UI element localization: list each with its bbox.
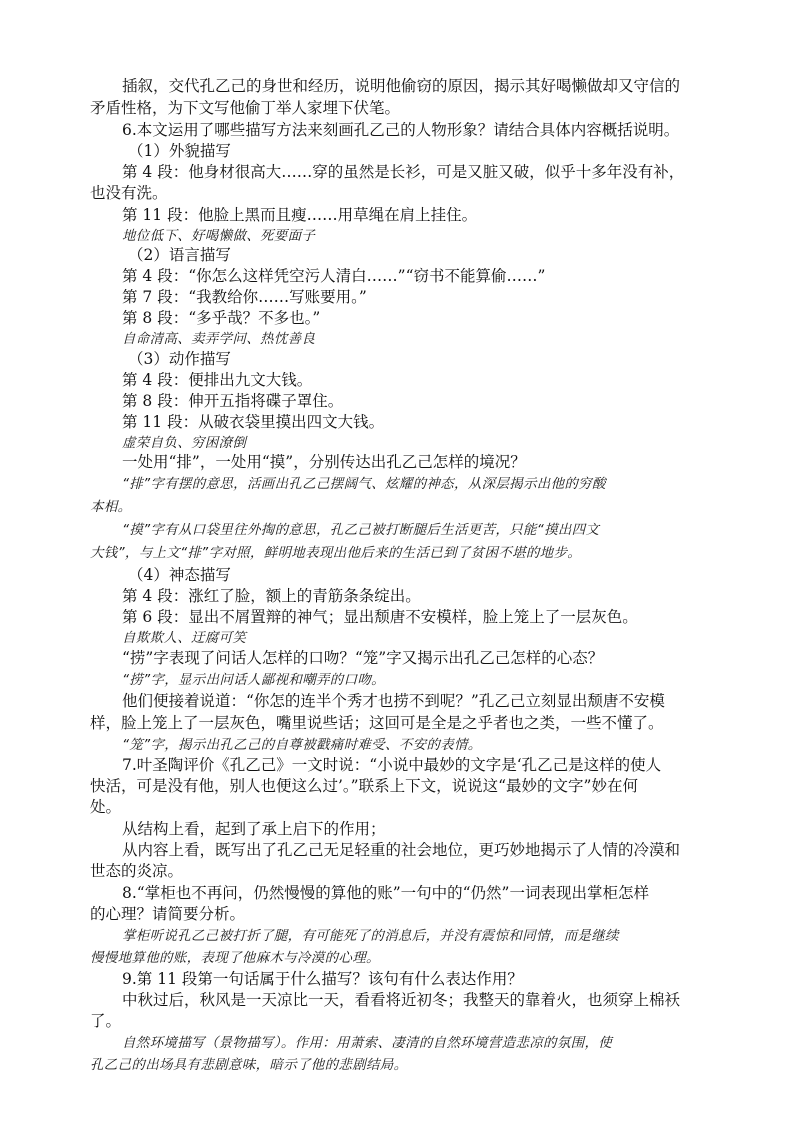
answer-annotation: 自欺欺人、迂腐可笑 (122, 630, 247, 646)
sub-question: 一处用“排”，一处用“摸”，分别传达出孔乙己怎样的境况？ (122, 453, 526, 471)
quote-line: 第 4 段：便排出九文大钱。 (122, 371, 313, 389)
analysis-text: 矛盾性格，为下文写他偷丁举人家埋下伏笔。 (90, 99, 401, 117)
question-8: 8.“掌柜也不再问，仍然慢慢的算他的账”一句中的“仍然”一词表现出掌柜怎样 (122, 884, 649, 902)
quote-line: 第 8 段：“多乎哉？不多也。” (122, 309, 321, 327)
answer-annotation: 本相。 (90, 499, 132, 515)
subheading-appearance: （1）外貌描写 (128, 142, 231, 160)
answer-annotation: “捞”字，显示出问话人鄙视和嘲弄的口吻。 (122, 672, 385, 688)
quote-line: 第 4 段：涨红了脸，额上的青筋条条绽出。 (122, 587, 421, 605)
answer-line: 世态的炎凉。 (90, 862, 184, 880)
question-8: 的心理？请简要分析。 (90, 905, 246, 923)
question-7: 快活，可是没有他，别人也便这么过’。”联系上下文，说说这“最妙的文字”妙在何 (90, 777, 638, 795)
answer-annotation: 地位低下、好喝懒做、死要面子 (122, 228, 316, 244)
subheading-language: （2）语言描写 (128, 246, 231, 264)
answer-annotation: “笼”字，揭示出孔乙己的自尊被戳痛时难受、不安的表情。 (122, 737, 482, 753)
quote-line: 他们便接着说道：“你怎的连半个秀才也捞不到呢？”孔乙己立刻显出颓唐不安模 (122, 692, 665, 710)
answer-line: 从结构上看，起到了承上启下的作用； (122, 820, 386, 838)
question-7: 7.叶圣陶评价《孔乙己》一文时说：“小说中最妙的文字是‘孔乙己是这样的使人 (122, 756, 662, 774)
question-9: 9.第 11 段第一句话属于什么描写？该句有什么表达作用？ (122, 970, 523, 988)
answer-annotation: “排”字有摆的意思，活画出孔乙己摆阔气、炫耀的神态，从深层揭示出他的穷酸 (122, 476, 606, 492)
answer-annotation: 自命清高、卖弄学问、热忱善良 (122, 331, 316, 347)
answer-annotation: 大钱”，与上文“排”字对照，鲜明地表现出他后来的生活已到了贫困不堪的地步。 (90, 545, 582, 561)
analysis-text: 插叙，交代孔乙己的身世和经历，说明他偷窃的原因，揭示其好喝懒做却又守信的 (122, 77, 681, 95)
question-6: 6.本文运用了哪些描写方法来刻画孔乙己的人物形象？请结合具体内容概括说明。 (122, 121, 680, 139)
answer-annotation: 掌柜听说孔乙己被打折了腿，有可能死了的消息后，并没有震惊和同情，而是继续 (122, 928, 619, 944)
quote-line: 第 7 段：“我教给你……写账要用。” (122, 288, 367, 306)
quote-line: 中秋过后，秋风是一天凉比一天，看看将近初冬；我整天的靠着火，也须穿上棉袄 (122, 991, 681, 1009)
quote-line: 第 4 段：“你怎么这样凭空污人清白……”“窃书不能算偷……” (122, 267, 546, 285)
quote-line: 第 8 段：伸开五指将碟子罩住。 (122, 392, 344, 410)
quote-line: 第 6 段：显出不屑置辩的神气；显出颓唐不安模样，脸上笼上了一层灰色。 (122, 608, 638, 626)
answer-annotation: 虚荣自负、穷困潦倒 (122, 435, 247, 451)
quote-line: 也没有洗。 (90, 184, 168, 202)
sub-question: “捞”字表现了问话人怎样的口吻？“笼”字又揭示出孔乙己怎样的心态？ (122, 649, 604, 667)
answer-annotation: 孔乙己的出场具有悲剧意味，暗示了他的悲剧结局。 (90, 1057, 408, 1073)
question-7: 处。 (90, 798, 122, 816)
quote-line: 样，脸上笼上了一层灰色，嘴里说些话；这回可是全是之乎者也之类，一些不懂了。 (90, 714, 664, 732)
answer-annotation: “摸”字有从口袋里往外掏的意思，孔乙己被打断腿后生活更苦，只能“摸出四文 (122, 522, 600, 538)
subheading-expression: （4）神态描写 (128, 566, 231, 584)
quote-line: 了。 (90, 1012, 122, 1030)
answer-annotation: 慢慢地算他的账，表现了他麻木与冷漠的心理。 (90, 950, 380, 966)
subheading-action: （3）动作描写 (128, 350, 231, 368)
answer-annotation: 自然环境描写（景物描写）。作用：用萧索、凄清的自然环境营造悲凉的氛围，使 (122, 1035, 613, 1051)
quote-line: 第 11 段：从破衣袋里摸出四文大钱。 (122, 413, 385, 431)
quote-line: 第 4 段：他身材很高大……穿的虽然是长衫，可是又脏又破，似乎十多年没有补， (122, 163, 685, 181)
quote-line: 第 11 段：他脸上黑而且瘦……用草绳在肩上挂住。 (122, 206, 478, 224)
answer-line: 从内容上看，既写出了孔乙己无足轻重的社会地位，更巧妙地揭示了人情的冷漠和 (122, 841, 681, 859)
